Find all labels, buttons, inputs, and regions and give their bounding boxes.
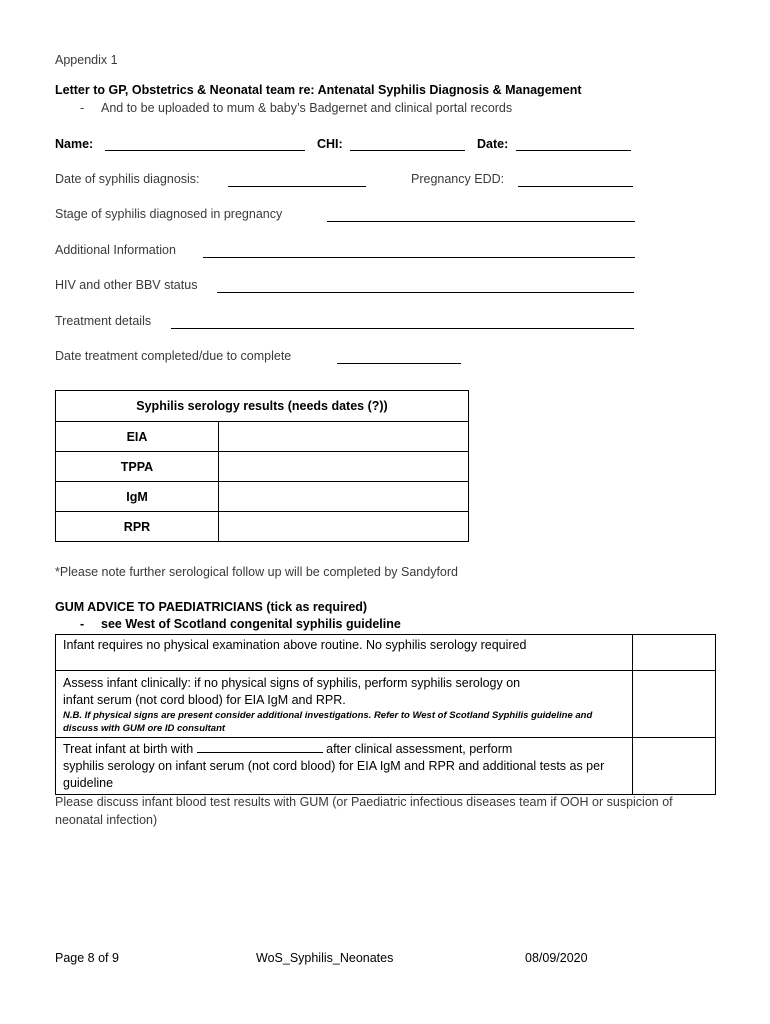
name-field[interactable] bbox=[105, 150, 305, 151]
footer-page-number: Page 8 of 9 bbox=[55, 951, 119, 965]
advice-assess-line2: infant serum (not cord blood) for EIA IgM and RPR. bbox=[63, 693, 346, 707]
edd-label: Pregnancy EDD: bbox=[411, 172, 505, 186]
letter-title: Letter to GP, Obstetrics & Neonatal team re: Antenatal Syphilis Diagnosis & Management bbox=[55, 83, 582, 97]
table-row bbox=[56, 671, 716, 738]
hiv-status-field[interactable] bbox=[217, 292, 634, 293]
chi-label: CHI: bbox=[317, 137, 343, 151]
serology-value-eia[interactable] bbox=[219, 422, 469, 452]
footer-date: 08/09/2020 bbox=[525, 951, 588, 965]
footer-document-name: WoS_Syphilis_Neonates bbox=[256, 951, 394, 965]
stage-field[interactable] bbox=[327, 221, 635, 222]
serology-label-rpr: RPR bbox=[56, 512, 219, 542]
advice-table bbox=[55, 634, 716, 795]
letter-subtitle-dash: - bbox=[80, 101, 85, 115]
tick-box-assess[interactable] bbox=[633, 671, 716, 738]
tick-box-treat[interactable] bbox=[633, 738, 716, 795]
diagnosis-date-field[interactable] bbox=[228, 186, 366, 187]
edd-field[interactable] bbox=[518, 186, 633, 187]
advice-assess-line1: Assess infant clinically: if no physical signs of syphilis, perform syphilis serology on bbox=[63, 676, 521, 690]
treatment-details-field[interactable] bbox=[171, 328, 634, 329]
letter-subtitle: And to be uploaded to mum & baby’s Badgernet and clinical portal records bbox=[101, 101, 513, 115]
gum-sub-dash: - bbox=[80, 617, 85, 631]
advice-treat-pre: Treat infant at birth with bbox=[63, 742, 194, 756]
tick-box-no-exam[interactable] bbox=[633, 635, 716, 671]
date-label: Date: bbox=[477, 137, 509, 151]
name-label: Name: bbox=[55, 137, 94, 151]
appendix-label: Appendix 1 bbox=[55, 53, 118, 67]
advice-assess-note: N.B. If physical signs are present consider additional investigations. Refer to West of Scotland Syphilis guideline and discuss with GUM ore ID consultant bbox=[63, 710, 593, 734]
advice-treat-at-birth bbox=[56, 738, 633, 795]
treatment-date-field[interactable] bbox=[337, 363, 461, 364]
treatment-details-label: Treatment details bbox=[55, 314, 152, 328]
gum-heading: GUM ADVICE TO PAEDIATRICIANS (tick as required) bbox=[55, 600, 368, 614]
hiv-status-label: HIV and other BBV status bbox=[55, 278, 198, 292]
table-row bbox=[56, 422, 469, 452]
serology-label-tppa: TPPA bbox=[56, 452, 219, 482]
serology-header: Syphilis serology results (needs dates (?)) bbox=[56, 391, 469, 422]
additional-info-label: Additional Information bbox=[55, 243, 176, 257]
serology-value-tppa[interactable] bbox=[219, 452, 469, 482]
serology-value-rpr[interactable] bbox=[219, 512, 469, 542]
stage-label: Stage of syphilis diagnosed in pregnancy bbox=[55, 207, 283, 221]
diagnosis-date-label: Date of syphilis diagnosis: bbox=[55, 172, 200, 186]
serology-label-eia: EIA bbox=[56, 422, 219, 452]
table-row bbox=[56, 738, 716, 795]
advice-treat-post: after clinical assessment, perform bbox=[326, 742, 513, 756]
chi-field[interactable] bbox=[350, 150, 465, 151]
additional-info-field[interactable] bbox=[203, 257, 635, 258]
serology-value-igm[interactable] bbox=[219, 482, 469, 512]
table-row bbox=[56, 482, 469, 512]
table-row bbox=[56, 452, 469, 482]
followup-note: *Please note further serological follow up will be completed by Sandyford bbox=[55, 565, 459, 579]
date-field[interactable] bbox=[516, 150, 631, 151]
treatment-drug-field[interactable] bbox=[197, 740, 323, 753]
table-row bbox=[56, 512, 469, 542]
advice-treat-rest: syphilis serology on infant serum (not cord blood) for EIA IgM and RPR and additional tests as per guideline bbox=[63, 759, 605, 790]
table-row bbox=[56, 635, 716, 671]
gum-subheading: see West of Scotland congenital syphilis guideline bbox=[101, 617, 401, 631]
advice-no-exam: Infant requires no physical examination above routine. No syphilis serology required bbox=[56, 635, 633, 671]
discuss-note: Please discuss infant blood test results with GUM (or Paediatric infectious diseases team if OOH or suspicion of neonatal infection) bbox=[55, 795, 673, 827]
treatment-date-label: Date treatment completed/due to complete bbox=[55, 349, 292, 363]
advice-assess-clinically bbox=[56, 671, 633, 738]
serology-table bbox=[55, 390, 469, 542]
serology-label-igm: IgM bbox=[56, 482, 219, 512]
